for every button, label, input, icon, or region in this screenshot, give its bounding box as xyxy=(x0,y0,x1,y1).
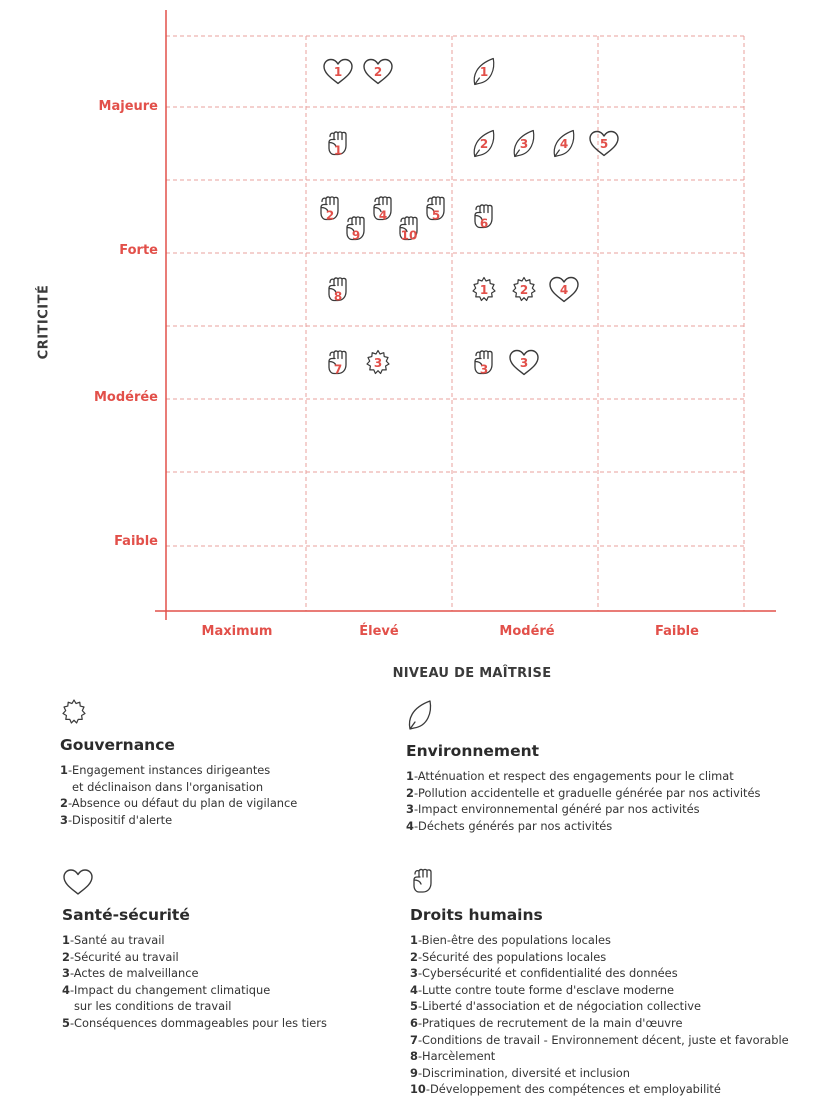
x-tick-eleve: Élevé xyxy=(359,624,399,639)
x-tick-modere: Modéré xyxy=(499,624,555,639)
legend-item xyxy=(410,965,789,982)
marker-number: 2 xyxy=(373,65,383,79)
legend-item-text: -Harcèlement xyxy=(417,1049,496,1064)
legend-title: Droits humains xyxy=(410,906,543,924)
axes xyxy=(155,10,776,620)
legend-item-text: -Pratiques de recrutement de la main d'œuvre xyxy=(417,1015,683,1030)
legend-item-number: 3 xyxy=(62,966,70,981)
fist-marker-10 xyxy=(400,217,417,243)
legend-item-text: -Engagement instances dirigeantes xyxy=(67,763,271,777)
leaf-marker-4 xyxy=(554,131,574,157)
legend-item xyxy=(62,949,327,966)
legend-item xyxy=(410,982,789,999)
marker-number: 5 xyxy=(599,137,609,151)
legend-item-text: -Lutte contre toute forme d'esclave moderne xyxy=(417,982,674,997)
legend-item-continuation: sur les conditions de travail xyxy=(74,999,232,1014)
legend-item-number: 2 xyxy=(60,796,68,811)
legend-item xyxy=(62,932,327,949)
marker-number: 6 xyxy=(479,216,489,231)
legend-title: Environnement xyxy=(406,742,540,760)
legend-item xyxy=(60,812,297,829)
legend-list xyxy=(62,932,327,1032)
y-tick-majeure: Majeure xyxy=(98,99,158,114)
legend-item xyxy=(62,965,327,982)
marker-number: 7 xyxy=(333,362,343,377)
legend-item-text: -Impact du changement climatique xyxy=(69,982,271,997)
legend-item xyxy=(410,932,789,949)
marker-number: 3 xyxy=(373,356,383,370)
legend-item xyxy=(406,818,760,835)
legend-item-text: -Pollution accidentelle et graduelle générée par nos activités xyxy=(413,785,761,800)
fist-marker-7 xyxy=(329,351,346,377)
x-axis-title: NIVEAU DE MAÎTRISE xyxy=(392,666,552,681)
y-axis-title: CRITICITÉ xyxy=(36,284,52,360)
legend-title: Santé-sécurité xyxy=(62,906,190,924)
y-tick-moderee: Modérée xyxy=(93,390,158,405)
marker-number: 4 xyxy=(559,283,569,297)
fist-marker-6 xyxy=(475,205,492,231)
legend-item xyxy=(406,785,760,802)
legend-item-text: -Liberté d'association et de négociation collective xyxy=(417,999,702,1014)
marker-number: 4 xyxy=(378,208,388,223)
leaf-icon xyxy=(406,698,434,732)
legend-item-number: 7 xyxy=(410,1032,418,1047)
legend-item xyxy=(406,801,760,818)
marker-number: 1 xyxy=(333,65,343,79)
legend-item-number: 8 xyxy=(410,1049,418,1064)
fist-marker-3 xyxy=(475,351,492,377)
leaf-marker-1 xyxy=(474,59,494,85)
heart-marker-1 xyxy=(324,60,352,84)
legend-item-number: 1 xyxy=(60,763,68,777)
legend-item-number: 1 xyxy=(406,769,414,783)
legend-item-number: 4 xyxy=(406,818,414,833)
legend-item-number: 2 xyxy=(62,949,70,964)
legend-item xyxy=(410,998,789,1015)
legend-item xyxy=(60,795,297,812)
marker-number: 5 xyxy=(431,208,441,223)
fist-marker-2 xyxy=(321,197,338,223)
legend-gouvernance xyxy=(60,698,297,828)
legend-item-number: 1 xyxy=(410,933,418,947)
fist-icon xyxy=(410,866,436,896)
marker-number: 2 xyxy=(519,283,529,297)
gear-marker-2 xyxy=(513,278,535,301)
marker-number: 1 xyxy=(479,65,489,79)
x-tick-maximum: Maximum xyxy=(201,624,273,639)
gear-icon xyxy=(60,698,88,726)
fist-marker-5 xyxy=(427,197,444,223)
legend-item-text: -Atténuation et respect des engagements pour le climat xyxy=(413,769,734,783)
legend-item-text: -Impact environnemental généré par nos activités xyxy=(413,802,700,817)
legend-list xyxy=(406,768,760,834)
legend-item-text: -Cybersécurité et confidentialité des données xyxy=(417,966,678,981)
marker-number: 3 xyxy=(479,362,489,377)
leaf-marker-2 xyxy=(474,131,494,157)
y-tick-faible: Faible xyxy=(114,534,158,549)
legend-droits xyxy=(410,866,789,1098)
legend-item-number: 4 xyxy=(62,982,70,997)
marker-number: 1 xyxy=(479,283,489,297)
legend-item-number: 5 xyxy=(62,1015,70,1030)
fist-marker-8 xyxy=(329,278,346,304)
legend-item-number: 5 xyxy=(410,999,418,1014)
legend-item-text: -Bien-être des populations locales xyxy=(417,933,611,947)
legend-item-text: -Absence ou défaut du plan de vigilance xyxy=(67,796,298,811)
legend-item xyxy=(410,949,789,966)
fist-marker-4 xyxy=(374,197,391,223)
marker-number: 3 xyxy=(519,356,529,370)
legend-environnement xyxy=(406,698,760,834)
legend-item-number: 1 xyxy=(62,933,70,947)
marker-number: 3 xyxy=(519,137,529,151)
legend-item-number: 4 xyxy=(410,982,418,997)
legend-item-text: -Discrimination, diversité et inclusion xyxy=(417,1065,630,1080)
legend-item xyxy=(410,1015,789,1032)
fist-marker-1 xyxy=(329,132,346,158)
legend-item xyxy=(410,1081,789,1098)
heart-icon xyxy=(62,868,94,896)
legend-item-number: 9 xyxy=(410,1065,418,1080)
legend-item xyxy=(406,768,760,785)
legend-item-text: -Conditions de travail - Environnement décent, juste et favorable xyxy=(417,1032,789,1047)
legend-item xyxy=(410,1065,789,1082)
legend-item-text: -Développement des compétences et employabilité xyxy=(425,1082,721,1097)
legend-item xyxy=(62,982,327,1015)
heart-marker-2 xyxy=(364,60,392,84)
marker-number: 9 xyxy=(351,228,361,243)
marker-number: 4 xyxy=(559,137,569,151)
leaf-marker-3 xyxy=(514,131,534,157)
heart-marker-3 xyxy=(510,351,538,375)
legend-item xyxy=(60,762,297,795)
legend-item-text: -Conséquences dommageables pour les tiers xyxy=(69,1015,327,1030)
legend-item-text: -Santé au travail xyxy=(69,933,165,947)
legend-item xyxy=(410,1032,789,1049)
legend-item-number: 2 xyxy=(406,785,414,800)
heart-marker-5 xyxy=(590,132,618,156)
legend-item-text: -Déchets générés par nos activités xyxy=(413,818,613,833)
gear-marker-3 xyxy=(367,351,389,374)
legend-item-text: -Sécurité au travail xyxy=(69,949,179,964)
marker-number: 2 xyxy=(325,208,335,223)
fist-marker-9 xyxy=(347,217,364,243)
marker-number: 10 xyxy=(400,228,418,243)
grid-lines xyxy=(166,36,744,611)
legend-item-text: -Sécurité des populations locales xyxy=(417,949,607,964)
legend-item-continuation: et déclinaison dans l'organisation xyxy=(72,779,264,794)
legend-list xyxy=(60,762,297,828)
legend-item-text: -Dispositif d'alerte xyxy=(67,812,173,827)
marker-number: 1 xyxy=(333,143,343,158)
legend-item xyxy=(62,1015,327,1032)
risk-markers xyxy=(321,59,618,377)
legend-item-number: 3 xyxy=(406,802,414,817)
legend-list xyxy=(410,932,789,1098)
x-tick-faible: Faible xyxy=(655,624,699,639)
marker-number: 2 xyxy=(479,137,489,151)
legend-item-number: 2 xyxy=(410,949,418,964)
y-tick-forte: Forte xyxy=(119,243,158,258)
heart-marker-4 xyxy=(550,278,578,302)
gear-marker-1 xyxy=(473,278,495,301)
legend-item-number: 6 xyxy=(410,1015,418,1030)
legend-sante xyxy=(62,868,327,1032)
legend-item xyxy=(410,1048,789,1065)
legend-item-number: 3 xyxy=(60,812,68,827)
legend-item-number: 10 xyxy=(410,1082,426,1097)
marker-number: 8 xyxy=(333,289,343,304)
legend-item-number: 3 xyxy=(410,966,418,981)
legend-item-text: -Actes de malveillance xyxy=(69,966,199,981)
legend-title: Gouvernance xyxy=(60,736,175,754)
